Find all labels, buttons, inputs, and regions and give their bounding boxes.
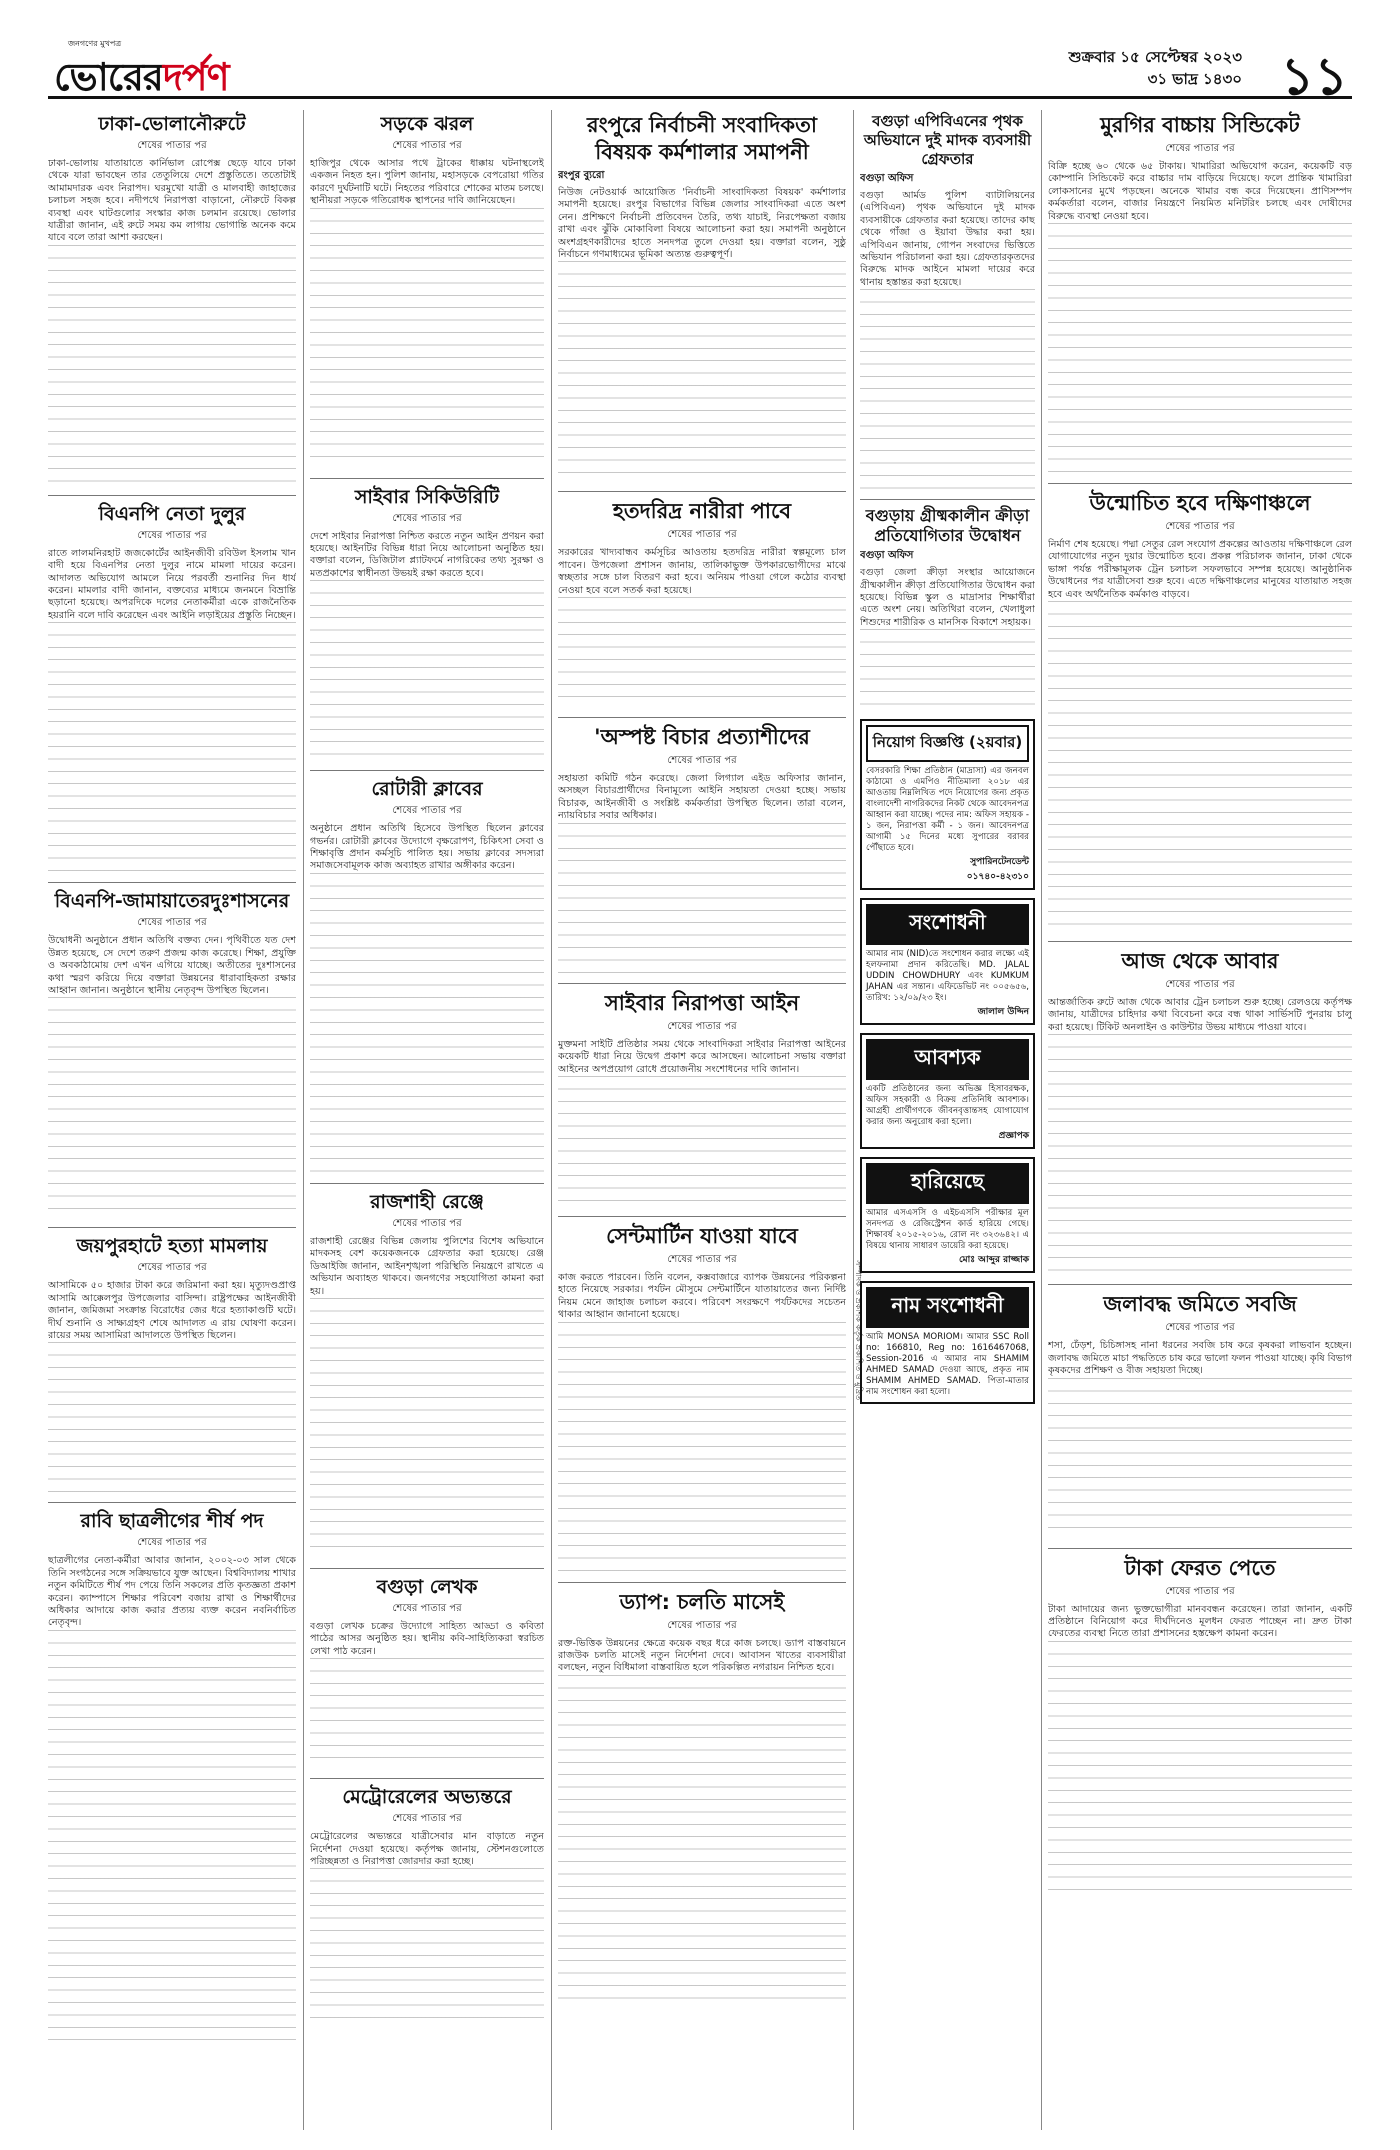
divider [558,1216,846,1217]
headline: সাইবার সিকিউরিটি [354,485,500,508]
article-poor-women [558,498,846,707]
text-lines [310,1868,544,2028]
headline: রংপুরে নির্বাচনী সংবাদিকতা বিষয়ক কর্মশালার সমাপনী [587,113,817,164]
newspaper-logo [54,48,229,112]
article-body: নির্মাণ শেষ হয়েছে। পদ্মা সেতুর রেল সংযোগ প্রকল্পের আওতায় দক্ষিণাঞ্চলে রেল যোগাযোগের নতুন দুয়ার উন্মোচিত হবে। প্রকল্প পরিচালক জানান, ঢাকা থেকে ভাঙ্গা পর্যন্ত পরীক্ষামূলক ট্রেন চলাচল সফলভাবে সম্পন্ন হয়েছে। আনুষ্ঠানিক উদ্বোধনের পর যাত্রীসেবা শুরু হবে। এতে দক্ষিণাঞ্চলের মানুষের যাতায়াত সহজ হবে এবং অর্থনৈতিক কর্মকাণ্ড বাড়বে। [1048,539,1352,600]
wanted-title: আবশ্যক [866,1039,1029,1080]
headline: 'অস্পষ্ট বিচার প্রত্যাশীদের [594,725,810,750]
article-rotary-club [310,777,544,1173]
lost-notice [860,1157,1035,1273]
notice-title: নিয়োগ বিজ্ঞপ্তি (২য়বার) [866,725,1029,762]
divider [558,491,846,492]
continued-label: শেষের পাতার পর [667,1253,737,1265]
article-south-region-rail [1048,490,1352,931]
correction-notice [860,898,1035,1025]
article-metro-rail [310,1785,544,2028]
logo-part1: ভোরের [54,55,163,99]
date-line-1: শুক্রবার ১৫ সেপ্টেম্বর ২০২৩ [1068,48,1242,66]
headline: রোটারী ক্লাবের [371,778,483,801]
text-lines [558,1322,846,1572]
text-lines [48,622,296,872]
article-body: বগুড়া আর্মড পুলিশ ব্যাটালিয়নের (এপিবিএন) পৃথক অভিযানে দুই মাদক ব্যবসায়ীকে গ্রেফতার করা হয়েছে। তাদের কাছ থেকে গাঁজা ও ইয়াবা উদ্ধার করা হয়। এপিবিএন জানায়, গোপন সংবাদের ভিত্তিতে অভিযান পরিচালনা করা হয়। গ্রেফতারকৃতদের বিরুদ্ধে মাদক আইনে মামলা দায়ের করে থানায় হস্তান্তর করা হয়েছে। [860,190,1035,288]
wanted-body: একটি প্রতিষ্ঠানের জন্য অভিজ্ঞ হিসাবরক্ষক, অফিস সহকারী ও বিক্রয় প্রতিনিধি আবশ্যক। আগ্রহী প্রার্থীগণকে জীবনবৃত্তান্তসহ যোগাযোগ করার জন্য অনুরোধ করা হলো। [866,1084,1029,1128]
divider [310,1778,544,1779]
headline: বিএনপি-জামায়াতেরদুঃশাসনের [54,890,290,913]
continued-label: শেষের পাতার পর [392,1602,462,1614]
article-money-refund [1048,1555,1352,1901]
text-lines [558,1076,846,1206]
text-lines [310,580,544,760]
article-body: রাতে লালমনিরহাট জজকোর্টের আইনজীবী রবিউল ইসলাম খান বাদী হয়ে বিএনপির নেতা দুলুর নামে মামলা দায়ের করেন। আদালত অভিযোগ আমলে নিয়ে পরবর্তী শুনানির দিন ধার্য করেন। মামলার বাদী জানান, বক্তব্যের মাধ্যমে জনমনে বিভ্রান্তি ছড়ানো হয়েছে। অপরদিকে দলের নেতাকর্মীরা একে রাজনৈতিক হয়রানি বলে দাবি করেছেন এবং আইনি লড়াইয়ের প্রস্তুতি নিচ্ছেন। [48,547,296,621]
article-body: রাজশাহী রেঞ্জের বিভিন্ন জেলায় পুলিশের বিশেষ অভিযানে মাদকসহ বেশ কয়েকজনকে গ্রেফতার করা হয়েছে। রেঞ্জ ডিআইজি জানান, আইনশৃঙ্খলা পরিস্থিতি নিয়ন্ত্রণে রাখতে এ অভিযান অব্যাহত থাকবে। জনগণের সহযোগিতা কামনা করা হয়। [310,1235,544,1297]
text-lines [48,1342,296,1492]
text-lines [48,997,296,1217]
name-correction-body: আমি MONSA MORIOM। আমার SSC Roll no: 166810, Reg no: 1616467068, Session-2016 এ আমার নাম SHAMIM AHMED SAMAD দেওয়া আছে, প্রকৃত নাম SHAMIM AHMED SAMAD. পিতা-মাতার নাম সংশোধন করা হলো। [866,1332,1029,1398]
headline: সাইবার নিরাপত্তা আইন [604,990,800,1015]
recruitment-notice [860,719,1035,890]
text-lines [48,1630,296,2050]
headline: ঢাকা-ভোলানৌরুটে [98,113,246,135]
article-dap [558,1589,846,2005]
continued-label: শেষের পাতার পর [137,1262,207,1274]
column-divider [303,110,304,2130]
text-lines [310,1658,544,1768]
divider [1048,483,1352,484]
divider [48,882,296,883]
continued-label: শেষের পাতার পর [392,1217,462,1229]
article-chick-syndicate [1048,112,1352,473]
date-block [1069,46,1242,90]
correction-signer: জালাল উদ্দিন [977,1007,1029,1018]
byline: বগুড়া অফিস [860,550,914,562]
article-rajshahi-range [310,1190,544,1558]
text-lines [860,289,1035,489]
text-lines [310,1298,544,1558]
headline: হতদরিদ্র নারীরা পাবে [612,499,792,524]
continued-label: শেষের পাতার পর [1165,1585,1235,1597]
masthead [48,36,1352,107]
column-1 [48,110,296,2130]
continued-label: শেষের পাতার পর [392,512,462,524]
headline: মুরগির বাচ্চায় সিন্ডিকেট [1100,113,1300,137]
tagline: জনগণের মুখপত্র [68,39,122,48]
continued-label: শেষের পাতার পর [137,1537,207,1549]
name-correction-title: নাম সংশোধনী [866,1287,1029,1328]
notice-body: বেসরকারি শিক্ষা প্রতিষ্ঠান (মাদ্রাসা) এর জনবল কাঠামো ও এমপিও নীতিমালা ২০১৮ এর আওতায় নিম্নলিখিত পদে নিয়োগের জন্য প্রকৃত বাংলাদেশী নাগরিকদের নিকট থেকে আবেদনপত্র আহ্বান করা যাচ্ছে। পদের নাম: অফিস সহায়ক - ১ জন, নিরাপত্তা কর্মী - ১ জন। আবেদনপত্র আগামী ১৫ দিনের মধ্যে সুপারের বরাবর পৌঁছাতে হবে। [866,766,1029,854]
text-lines [558,597,846,707]
page-number: ১১ [1280,47,1348,107]
headline: বিএনপি নেতা দুলুর [98,502,246,525]
headline: রাবি ছাত্রলীগের শীর্ষ পদ [80,1510,264,1533]
column-5 [1048,110,1352,2130]
text-lines [558,823,846,973]
headline: মেট্রোরেলের অভ্যন্তরে [342,1786,512,1809]
article-body: বগুড়া লেখক চক্রের উদ্যোগে সাহিত্য আড্ডা ও কবিতা পাঠের আসর অনুষ্ঠিত হয়। স্থানীয় কবি-সাহিত্যিকরা স্বরচিত লেখা পাঠ করেন। [310,1620,544,1657]
notice-phone: ০১৭৪০-৪২৩১০ [966,872,1029,883]
wanted-signer: প্রজ্ঞাপক [998,1131,1029,1142]
lost-title: হারিয়েছে [866,1163,1029,1204]
article-body: অনুষ্ঠানে প্রধান অতিথি হিসেবে উপস্থিত ছিলেন ক্লাবের গভর্নর। রোটারী ক্লাবের উদ্যোগে বৃক্ষরোপণ, চিকিৎসা সেবা ও শিক্ষাবৃত্তি প্রদান কর্মসূচি পালিত হয়। সভায় ক্লাবের সদস্যরা সমাজসেবামূলক কাজ অব্যাহত রাখার অঙ্গীকার করেন। [310,823,544,872]
article-rangpur-workshop [558,112,846,481]
article-body: বগুড়া জেলা ক্রীড়া সংস্থার আয়োজনে গ্রীষ্মকালীন ক্রীড়া প্রতিযোগিতার উদ্বোধন করা হয়েছে। বিভিন্ন স্কুল ও মাদ্রাসার শিক্ষার্থীরা এতে অংশ নেয়। অতিথিরা বলেন, খেলাধুলা শিশুদের শারীরিক ও মানসিক বিকাশে সহায়ক। [860,567,1035,628]
article-from-today [1048,948,1352,1274]
article-bnp-jamaat [48,889,296,1217]
text-lines [310,873,544,1173]
side-imprint: সম্পাদক ও প্রকাশক কর্তৃক প্রকাশিত ও মুদ্রিত [854,1260,863,1401]
divider [48,1502,296,1503]
continued-label: শেষের পাতার পর [1165,1322,1235,1334]
continued-label: শেষের পাতার পর [667,755,737,767]
headline: বগুড়া লেখক [376,1575,478,1598]
article-waterlogged-vegetables [1048,1291,1352,1537]
divider [1048,941,1352,942]
column-3 [558,110,846,2130]
article-body: কাজ করতে পারবেন। তিনি বলেন, কক্সবাজারে ব্যাপক উন্নয়নের পরিকল্পনা হাতে নিয়েছে সরকার। পর্যটন মৌসুমে সেন্টমার্টিনে যাতায়াতের জন্য নির্দিষ্ট নিয়ম মেনে জাহাজ চলাচল করবে। পরিবেশ সংরক্ষণে পর্যটকদের সচেতন থাকার আহ্বান জানানো হয়েছে। [558,1271,846,1321]
text-lines [1048,1034,1352,1274]
article-bogura-sports [860,506,1035,709]
divider [558,717,846,718]
column-divider [1041,110,1042,2130]
article-joypurhat [48,1234,296,1492]
column-divider [853,110,854,2130]
divider [860,499,1035,500]
article-body: বিক্রি হচ্ছে ৬০ থেকে ৬৫ টাকায়। খামারিরা অভিযোগ করেন, কয়েকটি বড় কোম্পানি সিন্ডিকেট করে বাচ্চার দাম বাড়িয়ে দিয়েছে। ফলে প্রান্তিক খামারিরা লোকসানের মুখে পড়ছেন। অনেকে খামার বন্ধ করে দিয়েছেন। প্রাণিসম্পদ কর্মকর্তারা বলেন, বাজার নিয়ন্ত্রণে নিয়মিত মনিটরিং চলছে এবং দোষীদের বিরুদ্ধে ব্যবস্থা নেওয়া হবে। [1048,161,1352,222]
article-apbn-arrest [860,112,1035,489]
headline: টাকা ফেরত পেতে [1124,1555,1276,1580]
divider [48,495,296,496]
article-body: মেট্রোরেলের অভ্যন্তরে যাত্রীসেবার মান বাড়াতে নতুন নির্দেশনা দেওয়া হয়েছে। কর্তৃপক্ষ জানায়, স্টেশনগুলোতে পরিচ্ছন্নতা ও নিরাপত্তা জোরদার করা হচ্ছে। [310,1831,544,1867]
article-body: ঢাকা-ভোলায় যাতায়াতে কার্নিভাল রোপেক্স ছেড়ে যাবে ঢাকা থেকে যারা ভাবছেন তার তেতুলিয়ে দেশে প্রস্তুতিতে। ততোটাই আমামদারক এবং নিরাপদ। ঘরমুখো যাত্রী ও মালবাহী জাহাজের চলাচল সহজ হবে। নদীপথে নিরাপত্তা বাড়ানো, নৌরুটে বিকল্প ব্যবস্থা এবং ঘাটগুলোর সংস্কার কাজ চলমান রয়েছে। ভোলার যাত্রীরা জানান, এই রুটে সময় কম লাগায় ভোগান্তি অনেক কমে যাবে বলে তারা আশা করছেন। [48,158,296,244]
continued-label: শেষের পাতার পর [137,917,207,929]
headline: উন্মোচিত হবে দক্ষিণাঞ্চলে [1089,491,1311,516]
wanted-notice [860,1033,1035,1149]
article-cyber-law [558,990,846,1206]
column-2 [310,110,544,2130]
correction-body: আমার নাম (NID)তে সংশোধন করার লক্ষ্যে এই হলফনামা প্রদান করিতেছি। MD. JALAL UDDIN CHOWDHURY এবং KUMKUM JAHAN এর সন্তান। এফিডেভিট নং ০০৫৬৫৬, তারিখ: ১২/০৯/২৩ ইং। [866,949,1029,1004]
article-body: সরকারের খাদ্যবান্ধব কর্মসূচির আওতায় হতদরিদ্র নারীরা স্বল্পমূল্যে চাল পাবেন। উপজেলা প্রশাসন জানায়, তালিকাভুক্ত উপকারভোগীদের মাঝে স্বচ্ছতার সঙ্গে চাল বিতরণ করা হবে। অনিয়ম পাওয়া গেলে কঠোর ব্যবস্থা নেওয়া হবে বলে সতর্ক করা হয়েছে। [558,547,846,596]
continued-label: শেষের পাতার পর [1165,979,1235,991]
byline: বগুড়া অফিস [860,173,914,184]
headline: সড়কে ঝরল [380,113,474,135]
headline: বগুড়া এপিবিএনের পৃথক অভিযানে দুই মাদক ব্যবসায়ী গ্রেফতার [863,112,1032,168]
headline: রাজশাহী রেঞ্জে [370,1190,484,1213]
divider [558,983,846,984]
article-body: রক্ত-ভিত্তিক উন্নয়নের ক্ষেত্রে কয়েক বছর ধরে কাজ চলছে। ড্যাপ বাস্তবায়নে রাজউক চলতি মাসেই নতুন নির্দেশনা দেবে। আবাসন খাতের ব্যবসায়ীরা বলছেন, নতুন বিধিমালা বাস্তবায়িত হলে পরিকল্পিত নগরায়ন নিশ্চিত হবে। [558,1637,846,1674]
logo-part2: দর্পণ [162,55,229,99]
article-body: আন্তর্জাতিক রুটে আজ থেকে আবার ট্রেন চলাচল শুরু হচ্ছে। রেলওয়ে কর্তৃপক্ষ জানায়, যাত্রীদের চাহিদার কথা বিবেচনা করে বন্ধ থাকা সার্ভিসটি পুনরায় চালু করা হয়েছে। টিকিট অনলাইন ও কাউন্টার উভয় মাধ্যমে পাওয়া যাবে। [1048,997,1352,1033]
headline: সেন্টমার্টিন যাওয়া যাবে [606,1223,798,1248]
article-body: সহায়তা কমিটি গঠন করেছে। জেলা লিগ্যাল এইড অফিসার জানান, অসচ্ছল বিচারপ্রার্থীদের বিনামূল্যে আইনি সহায়তা দেওয়া হচ্ছে। সভায় বিচারক, আইনজীবী ও সংশ্লিষ্ট কর্মকর্তারা উপস্থিত ছিলেন। তারা বলেন, ন্যায়বিচার সবার অধিকার। [558,773,846,822]
headline: বগুড়ায় গ্রীষ্মকালীন ক্রীড়া প্রতিযোগিতার উদ্বোধন [865,506,1030,546]
continued-label: শেষের পাতার পর [392,1813,462,1825]
text-lines [558,1675,846,2005]
article-road-accident [310,112,544,468]
article-body: উদ্বোধনী অনুষ্ঠানে প্রধান অতিথি বক্তব্য দেন। পৃথিবীতে যত দেশ উন্নত হয়েছে, সে দেশে তরুণ প্রজন্ম কাজ করেছে। শিক্ষা, প্রযুক্তি ও অবকাঠামোয় দেশ এখন এগিয়ে যাচ্ছে। অতীতের দুঃশাসনের কথা স্মরণ করিয়ে দিয়ে বক্তারা উন্নয়নের ধারাবাহিকতা রক্ষার আহ্বান জানান। অনুষ্ঠানে স্থানীয় নেতৃবৃন্দ উপস্থিত ছিলেন। [48,935,296,996]
continued-label: শেষের পাতার পর [667,1020,737,1032]
divider [310,1183,544,1184]
article-body: শসা, ঢেঁড়শ, চিচিঙ্গাসহ নানা ধরনের সবজি চাষ করে কৃষকরা লাভবান হচ্ছেন। জলাবদ্ধ জমিতে মাচা পদ্ধতিতে চাষ করে ভালো ফলন পাওয়া যাচ্ছে। কৃষি বিভাগ কৃষকদের প্রশিক্ষণ ও বীজ সহায়তা দিচ্ছে। [1048,1340,1352,1377]
column-4 [860,110,1035,2130]
correction-title: সংশোধনী [866,904,1029,945]
headline: আজ থেকে আবার [1121,949,1279,974]
lost-signer: মোঃ আব্দুর রাজ্জাক [958,1255,1029,1266]
headline: ড্যাপ: চলতি মাসেই [619,1589,785,1614]
continued-label: শেষের পাতার পর [667,529,737,541]
continued-label: শেষের পাতার পর [667,1619,737,1631]
byline: রংপুর ব্যুরো [558,170,605,181]
continued-label: শেষের পাতার পর [1165,143,1235,154]
divider [558,1582,846,1583]
article-dhaka-bhola [48,112,296,485]
article-body: আসামিকে ৫০ হাজার টাকা করে জরিমানা করা হয়। মৃত্যুদণ্ডপ্রাপ্ত আসামি আক্কেলপুর উপজেলার বাসিন্দা। রাষ্ট্রপক্ষের আইনজীবী জানান, জমিজমা সংক্রান্ত বিরোধের জের ধরে হত্যাকাণ্ডটি ঘটে। দীর্ঘ শুনানি ও সাক্ষ্যগ্রহণ শেষে আদালত এ রায় ঘোষণা করেন। রায়ের সময় আসামিরা আদালতে উপস্থিত ছিলেন। [48,1280,296,1341]
article-justice-seekers [558,724,846,973]
article-body: হাজিপুর থেকে আসার পথে ট্রাকের ধাক্কায় ঘটনাস্থলেই একজন নিহত হন। পুলিশ জানায়, মহাসড়কে বেপরোয়া গতির কারণে দুর্ঘটনাটি ঘটে। নিহতের পরিবারে শোকের মাতম চলছে। স্থানীয়রা সড়কে গতিরোধক স্থাপনের দাবি জানিয়েছেন। [310,158,544,207]
article-saint-martin [558,1223,846,1572]
continued-label: শেষের পাতার পর [137,140,207,151]
column-divider [551,110,552,2130]
name-correction-notice [860,1281,1035,1404]
text-lines [1048,1641,1352,1901]
text-lines [310,208,544,468]
headline: জয়পুরহাটে হত্যা মামলায় [76,1235,268,1258]
article-bnp-dulu [48,502,296,872]
date-line-2: ৩১ ভাদ্র ১৪৩০ [1147,70,1242,88]
text-lines [1048,1378,1352,1538]
article-rabi-chhatraleague [48,1509,296,2049]
article-cyber-security [310,485,544,761]
continued-label: শেষের পাতার পর [392,805,462,817]
article-bogura-writers [310,1575,544,1768]
divider [310,1568,544,1569]
headline: জলাবদ্ধ জমিতে সবজি [1103,1292,1297,1317]
divider [310,770,544,771]
divider [1048,1548,1352,1549]
article-body: দেশে সাইবার নিরাপত্তা নিশ্চিত করতে নতুন আইন প্রণয়ন করা হয়েছে। আইনটির বিভিন্ন ধারা নিয়ে আলোচনা অনুষ্ঠিত হয়। বক্তারা বলেন, ডিজিটাল প্ল্যাটফর্মে নাগরিকের তথ্য সুরক্ষা ও মতপ্রকাশের স্বাধীনতা উভয়ই রক্ষা করতে হবে। [310,530,544,579]
lost-body: আমার এসএসসি ও এইচএসসি পরীক্ষার মূল সনদপত্র ও রেজিস্ট্রেশন কার্ড হারিয়ে গেছে। শিক্ষাবর্ষ ২০১৫-২০১৬, রোল নং ৩২৩৬৪২। এ বিষয়ে থানায় সাধারণ ডায়েরি করা হয়েছে। [866,1208,1029,1252]
text-lines [48,245,296,485]
divider [48,1227,296,1228]
article-body: মুক্তমনা সাইটি প্রতিষ্ঠার সময় থেকে সাংবাদিকরা সাইবার নিরাপত্তা আইনের কয়েকটি ধারা নিয়ে উদ্বেগ প্রকাশ করে আসছেন। আলোচনা সভায় বক্তারা আইনের অপপ্রয়োগ রোধে প্রয়োজনীয় সংশোধনের দাবি জানান। [558,1038,846,1075]
article-body: টাকা আদায়ের জন্য ভুক্তভোগীরা মানববন্ধন করেছেন। তারা জানান, একটি প্রতিষ্ঠানে বিনিয়োগ করে দীর্ঘদিনেও মূলধন ফেরত পাচ্ছেন না। দ্রুত টাকা ফেরতের ব্যবস্থা নিতে তারা প্রশাসনের হস্তক্ষেপ কামনা করেন। [1048,1603,1352,1640]
continued-label: শেষের পাতার পর [392,140,462,151]
continued-label: শেষের পাতার পর [1165,521,1235,533]
divider [1048,1284,1352,1285]
divider [310,478,544,479]
article-body: ছাত্রলীগের নেতা-কর্মীরা আবার জানান, ২০০২-০৩ সাল থেকে তিনি সংগঠনের সঙ্গে সক্রিয়ভাবে যুক্ত আছেন। বিশ্ববিদ্যালয় শাখার নতুন কমিটিতে শীর্ষ পদ পেয়ে তিনি সকলের প্রতি কৃতজ্ঞতা প্রকাশ করেন। ক্যাম্পাসে শিক্ষার পরিবেশ বজায় রাখা ও শিক্ষার্থীদের অধিকার আদায়ে কাজ করার প্রত্যয় ব্যক্ত করেন নবনির্বাচিত নেতৃবৃন্দ। [48,1555,296,1629]
text-lines [1048,601,1352,931]
text-lines [1048,223,1352,473]
article-body: নিউজ নেটওয়ার্ক আয়োজিত 'নির্বাচনী সাংবাদিকতা বিষয়ক' কর্মশালার সমাপনী হয়েছে। রংপুর বিভাগের বিভিন্ন জেলার সাংবাদিকরা এতে অংশ নেন। প্রশিক্ষণে নির্বাচনী প্রতিবেদন তৈরি, তথ্য যাচাই, নিরপেক্ষতা বজায় রাখা এবং ঝুঁকি মোকাবিলা বিষয়ে আলোচনা করা হয়। সমাপনী অনুষ্ঠানে অংশগ্রহণকারীদের হাতে সনদপত্র তুলে দেওয়া হয়। বক্তারা বলেন, সুষ্ঠু নির্বাচনে গণমাধ্যমের ভূমিকা অত্যন্ত গুরুত্বপূর্ণ। [558,187,846,261]
continued-label: শেষের পাতার পর [137,529,207,541]
text-lines [860,629,1035,709]
notice-signer: সুপারিনটেনডেন্ট [970,857,1029,868]
text-lines [558,261,846,481]
